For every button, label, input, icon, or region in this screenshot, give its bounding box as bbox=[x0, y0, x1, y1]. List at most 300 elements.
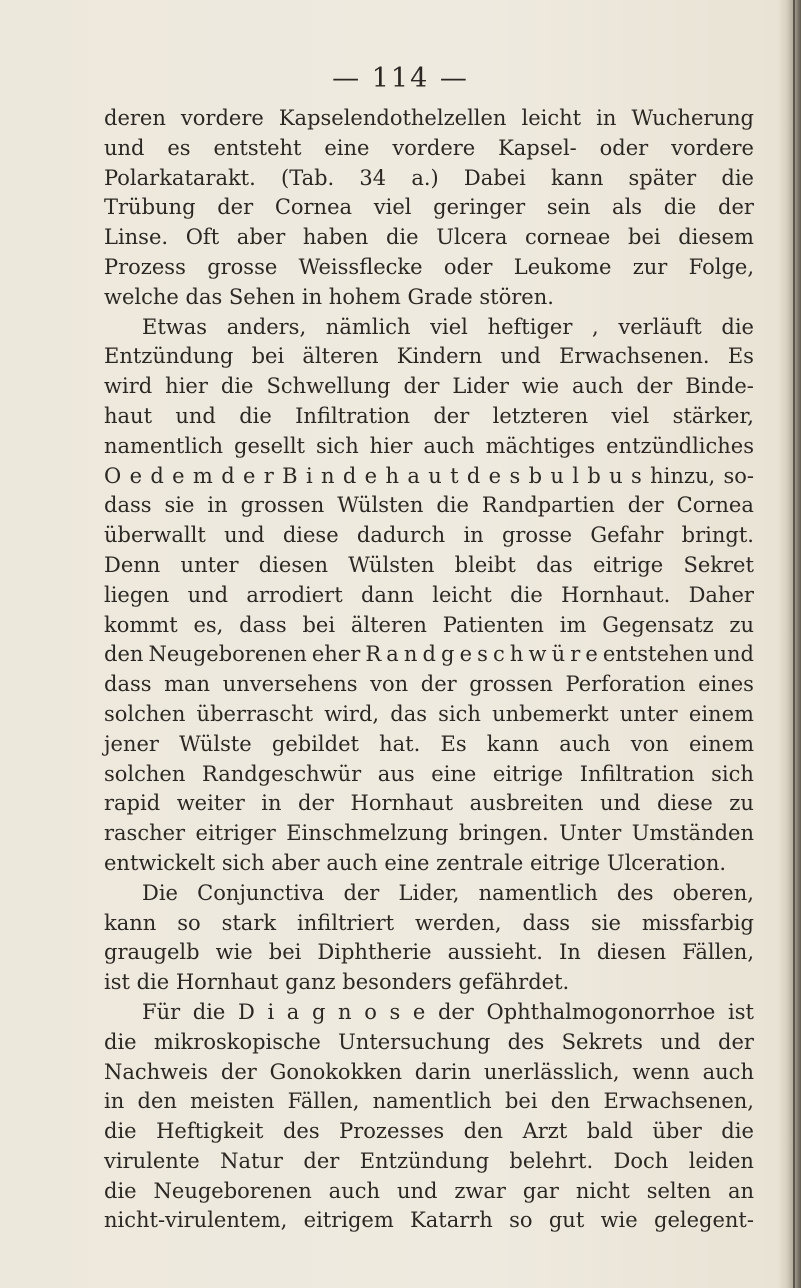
word: Trübung bbox=[104, 195, 196, 220]
word: später bbox=[628, 165, 697, 190]
word: e bbox=[364, 463, 378, 488]
word: virulente bbox=[104, 1148, 200, 1173]
word: Fällen, bbox=[287, 1089, 360, 1114]
word: e bbox=[459, 642, 473, 667]
text-line bbox=[104, 193, 754, 223]
word: Natur bbox=[220, 1148, 283, 1173]
text-line bbox=[104, 1147, 754, 1177]
word: c bbox=[493, 642, 505, 667]
word: e bbox=[172, 463, 185, 488]
word: wenn bbox=[632, 1059, 690, 1084]
word: eitrige bbox=[492, 761, 564, 786]
word: vordere bbox=[671, 135, 754, 160]
word: der bbox=[636, 374, 673, 399]
word: Gefahr bbox=[590, 523, 664, 548]
word: Für bbox=[142, 999, 181, 1024]
word: rapid bbox=[104, 791, 161, 816]
text-line bbox=[104, 402, 754, 432]
word: der bbox=[718, 1029, 754, 1054]
word: R bbox=[365, 642, 382, 667]
word: und bbox=[713, 642, 754, 667]
word: älteren bbox=[350, 612, 427, 637]
word: grossen bbox=[469, 672, 553, 697]
word: ü bbox=[551, 642, 566, 667]
word: Ophthalmogonorrhoe bbox=[486, 999, 716, 1024]
word: die bbox=[104, 1178, 137, 1203]
text-line bbox=[104, 342, 754, 372]
word: oberen, bbox=[672, 880, 754, 905]
word: die bbox=[104, 1029, 137, 1054]
word: anders, bbox=[226, 314, 307, 339]
word: bringen. bbox=[458, 821, 549, 846]
text-line bbox=[104, 700, 754, 730]
text-line bbox=[104, 491, 754, 521]
word: gesellt bbox=[234, 433, 305, 458]
word: des bbox=[282, 1119, 320, 1144]
word: diese bbox=[282, 523, 339, 548]
word: Cornea bbox=[274, 195, 353, 220]
word: Prozesses bbox=[339, 1119, 445, 1144]
word: d bbox=[466, 463, 481, 488]
word: Sekret bbox=[683, 552, 754, 577]
word: auch bbox=[572, 374, 624, 399]
word: entstehen bbox=[602, 642, 709, 667]
word: der bbox=[303, 1148, 340, 1173]
text-line bbox=[104, 551, 754, 581]
word: der bbox=[220, 1059, 257, 1084]
word: der bbox=[343, 880, 380, 905]
word: Leukome bbox=[513, 254, 612, 279]
word: zur bbox=[632, 254, 668, 279]
word: selten bbox=[646, 1178, 712, 1203]
word: auch bbox=[702, 1059, 754, 1084]
word: dadurch bbox=[356, 523, 446, 548]
word: des bbox=[507, 1029, 545, 1054]
word: leicht bbox=[432, 582, 492, 607]
word: kommt bbox=[104, 612, 178, 637]
word: wie bbox=[521, 374, 560, 399]
word: verläuft bbox=[618, 314, 702, 339]
word: viel bbox=[373, 195, 412, 220]
word: darin bbox=[414, 1059, 472, 1084]
word: zu bbox=[729, 612, 754, 637]
text-line bbox=[104, 223, 754, 253]
word: die bbox=[436, 493, 469, 518]
word: stärker, bbox=[672, 403, 754, 428]
word: w bbox=[528, 642, 547, 667]
text-line bbox=[104, 164, 754, 194]
word: sich bbox=[315, 433, 359, 458]
word: der bbox=[420, 672, 457, 697]
word: namentlich bbox=[478, 880, 598, 905]
word: den bbox=[463, 1119, 504, 1144]
word: unversehens bbox=[222, 672, 358, 697]
word: eine bbox=[431, 761, 477, 786]
word: aber bbox=[236, 225, 286, 250]
word: und bbox=[500, 344, 541, 369]
word: Daher bbox=[688, 582, 754, 607]
word: den bbox=[104, 642, 144, 667]
word: Etwas bbox=[142, 314, 208, 339]
word: bei bbox=[628, 225, 661, 250]
word: hat. bbox=[379, 731, 421, 756]
text-line bbox=[104, 581, 754, 611]
word: Einschmelzung bbox=[286, 821, 449, 846]
word: die bbox=[721, 165, 754, 190]
word: Randpartien bbox=[481, 493, 615, 518]
word: entsteht bbox=[213, 135, 302, 160]
word: Untersuchung bbox=[338, 1029, 491, 1054]
word: eines bbox=[698, 672, 754, 697]
word: namentlich bbox=[104, 433, 224, 458]
word: einem bbox=[688, 701, 754, 726]
text-line bbox=[104, 760, 754, 790]
word: e bbox=[412, 999, 426, 1024]
word: Kindern bbox=[396, 344, 483, 369]
word: der bbox=[627, 493, 664, 518]
word: d bbox=[342, 463, 357, 488]
word: Wülsten bbox=[337, 493, 424, 518]
word: e bbox=[585, 642, 598, 667]
word: älteren bbox=[302, 344, 379, 369]
word: des bbox=[616, 880, 654, 905]
word: kann bbox=[486, 731, 540, 756]
word: Diphtherie bbox=[317, 940, 432, 965]
word: überrascht bbox=[196, 701, 314, 726]
word: hinzu, bbox=[650, 463, 716, 488]
word: die bbox=[663, 195, 697, 220]
word: O bbox=[104, 463, 122, 488]
word: mikroskopische bbox=[153, 1029, 321, 1054]
word: bald bbox=[586, 1119, 633, 1144]
word: so bbox=[509, 1208, 533, 1233]
page-edge-shadow bbox=[779, 0, 801, 1288]
word: rascher bbox=[104, 821, 186, 846]
word: der bbox=[437, 999, 474, 1024]
word: Sekrets bbox=[561, 1029, 643, 1054]
text-line bbox=[104, 640, 754, 670]
word: die bbox=[220, 374, 254, 399]
word: Erwachsenen, bbox=[603, 1089, 754, 1114]
word: gar bbox=[522, 1178, 559, 1203]
page-number-header: — 114 — bbox=[332, 63, 469, 94]
word: mächtiges bbox=[485, 433, 596, 458]
word: bringt. bbox=[681, 523, 754, 548]
word: Kapsel- bbox=[498, 135, 577, 160]
word: die bbox=[192, 999, 226, 1024]
page-edge-line bbox=[793, 0, 795, 1288]
word: in bbox=[261, 791, 282, 816]
word: belehrt. bbox=[509, 1148, 594, 1173]
word: auch bbox=[423, 433, 475, 458]
word: graugelb bbox=[104, 940, 200, 965]
word: nicht-virulentem, bbox=[104, 1208, 288, 1233]
text-line bbox=[104, 1058, 754, 1088]
word: entzündliches bbox=[606, 433, 754, 458]
word: dass bbox=[104, 672, 152, 697]
word: a.) bbox=[411, 165, 439, 190]
word: sie bbox=[164, 493, 195, 518]
word: die bbox=[721, 314, 754, 339]
word: b bbox=[528, 463, 543, 488]
word: grossen bbox=[240, 493, 325, 518]
word: das bbox=[390, 701, 427, 726]
word: unter bbox=[180, 552, 239, 577]
word: liegen bbox=[104, 582, 170, 607]
word: und bbox=[599, 791, 641, 816]
word: a bbox=[407, 463, 420, 488]
word: u bbox=[428, 463, 442, 488]
word: sich bbox=[711, 761, 754, 786]
word: Wülste bbox=[179, 731, 252, 756]
word: eher bbox=[311, 642, 361, 667]
word: i bbox=[305, 463, 313, 488]
word: die bbox=[385, 225, 419, 250]
word: Infiltration bbox=[579, 761, 695, 786]
word: wie bbox=[600, 1208, 638, 1233]
text-line bbox=[104, 253, 754, 283]
word: vordere bbox=[180, 106, 264, 130]
word: i bbox=[267, 999, 275, 1024]
word: hier bbox=[165, 374, 208, 399]
text-line bbox=[104, 938, 754, 968]
text-line bbox=[104, 372, 754, 402]
word: heftiger bbox=[487, 314, 573, 339]
word: r bbox=[570, 642, 581, 667]
word: D bbox=[237, 999, 255, 1024]
word: es bbox=[167, 135, 191, 160]
paragraph-last-line: entwickelt sich aber auch eine zentrale eitrige Ulceration. bbox=[104, 850, 727, 875]
word: letzteren bbox=[492, 403, 589, 428]
word: im bbox=[559, 612, 587, 637]
word: von bbox=[370, 672, 409, 697]
word: nicht bbox=[575, 1178, 630, 1203]
word: nämlich bbox=[325, 314, 411, 339]
word: der bbox=[217, 195, 254, 220]
word: e bbox=[129, 463, 142, 488]
word: auch bbox=[328, 1178, 381, 1203]
word: diesem bbox=[678, 225, 754, 250]
word: weiter bbox=[176, 791, 245, 816]
word: , bbox=[592, 314, 599, 339]
word: grosse bbox=[207, 254, 278, 279]
word: und bbox=[660, 1029, 701, 1054]
word: missfarbig bbox=[641, 910, 754, 935]
body-text bbox=[104, 104, 754, 1236]
word: an bbox=[727, 1178, 754, 1203]
word: Oft bbox=[185, 225, 220, 250]
word: den bbox=[550, 1089, 591, 1114]
word: Prozess bbox=[104, 254, 186, 279]
word: Nachweis bbox=[104, 1059, 209, 1084]
word: s bbox=[509, 463, 521, 488]
word: Arzt bbox=[522, 1119, 568, 1144]
word: ausbreiten bbox=[469, 791, 584, 816]
word: in bbox=[463, 523, 484, 548]
word: der bbox=[718, 195, 754, 220]
word: bei bbox=[251, 344, 285, 369]
word: unter bbox=[619, 701, 678, 726]
paragraph-first-line bbox=[104, 879, 754, 909]
word: eitrige bbox=[593, 552, 664, 577]
word: so bbox=[177, 910, 201, 935]
word: haben bbox=[302, 225, 369, 250]
word: t bbox=[450, 463, 459, 488]
word: so- bbox=[723, 463, 754, 488]
word: Linse. bbox=[104, 225, 169, 250]
word: Entzündung bbox=[104, 344, 234, 369]
word: Weissflecke bbox=[298, 254, 423, 279]
text-line bbox=[104, 1206, 754, 1236]
word: Folge, bbox=[688, 254, 754, 279]
word: a bbox=[286, 999, 300, 1024]
word: h bbox=[509, 642, 524, 667]
word: Ulcera bbox=[436, 225, 508, 250]
text-line bbox=[104, 1087, 754, 1117]
word: arrodiert bbox=[246, 582, 343, 607]
word: von bbox=[630, 731, 669, 756]
word: dass bbox=[522, 910, 571, 935]
word: in bbox=[207, 493, 228, 518]
word: ist bbox=[727, 999, 754, 1024]
text-line bbox=[104, 521, 754, 551]
word: 34 bbox=[359, 165, 387, 190]
word: Gonokokken bbox=[269, 1059, 402, 1084]
word: Perforation bbox=[565, 672, 686, 697]
word: g bbox=[441, 642, 455, 667]
word: Neugeborenen bbox=[148, 642, 307, 667]
word: der bbox=[298, 791, 334, 816]
word: Conjunctiva bbox=[197, 880, 325, 905]
text-line bbox=[104, 789, 754, 819]
word: wird bbox=[104, 374, 153, 399]
word: In bbox=[559, 940, 581, 965]
text-line bbox=[104, 462, 754, 492]
word: unbemerkt bbox=[492, 701, 609, 726]
text-line bbox=[104, 432, 754, 462]
word: gut bbox=[548, 1208, 585, 1233]
paragraph-first-line bbox=[104, 313, 754, 343]
word: a bbox=[386, 642, 399, 667]
word: meisten bbox=[190, 1089, 275, 1114]
word: u bbox=[609, 463, 623, 488]
word: jener bbox=[104, 731, 159, 756]
word: stark bbox=[221, 910, 277, 935]
word: Heftigkeit bbox=[156, 1119, 264, 1144]
word: dass bbox=[239, 612, 287, 637]
word: sie bbox=[590, 910, 621, 935]
word: eitriger bbox=[195, 821, 276, 846]
word: Cornea bbox=[676, 493, 754, 518]
word: als bbox=[612, 195, 643, 220]
word: m bbox=[192, 463, 213, 488]
word: infiltriert bbox=[297, 910, 395, 935]
word: namentlich bbox=[372, 1089, 492, 1114]
word: die bbox=[721, 1119, 754, 1144]
word: sich bbox=[438, 701, 481, 726]
word: einem bbox=[688, 731, 754, 756]
text-line bbox=[104, 1028, 754, 1058]
word: n bbox=[403, 642, 418, 667]
word: leiden bbox=[688, 1148, 754, 1173]
word: haut bbox=[104, 403, 153, 428]
word: e bbox=[242, 463, 256, 488]
word: Infiltration bbox=[295, 403, 411, 428]
word: u bbox=[550, 463, 564, 488]
paragraph-first-line bbox=[104, 998, 754, 1028]
word: diesen bbox=[258, 552, 329, 577]
word: Patienten bbox=[442, 612, 544, 637]
word: grosse bbox=[501, 523, 573, 548]
word: sein bbox=[546, 195, 591, 220]
word: bleibt bbox=[454, 552, 516, 577]
text-line bbox=[104, 1117, 754, 1147]
word: b bbox=[587, 463, 601, 488]
word: o bbox=[364, 999, 377, 1024]
word: Gegensatz bbox=[602, 612, 714, 637]
word: Denn bbox=[104, 552, 161, 577]
word: h bbox=[385, 463, 399, 488]
word: in bbox=[596, 106, 617, 130]
word: g bbox=[311, 999, 326, 1024]
word: Wucherung bbox=[631, 106, 754, 130]
word: gelegent- bbox=[654, 1208, 754, 1233]
word: s bbox=[477, 642, 488, 667]
word: Die bbox=[142, 880, 178, 905]
word: eitrigem bbox=[303, 1208, 394, 1233]
word: gebildet bbox=[271, 731, 359, 756]
word: Lider bbox=[452, 374, 509, 399]
word: und bbox=[187, 582, 229, 607]
word: aussieht. bbox=[447, 940, 543, 965]
word: kann bbox=[551, 165, 604, 190]
word: n bbox=[338, 999, 352, 1024]
word: Kapselendothelzellen bbox=[278, 106, 507, 130]
word: kann bbox=[104, 910, 157, 935]
word: Neugeborenen bbox=[153, 1178, 312, 1203]
word: d bbox=[221, 463, 235, 488]
word: Es bbox=[440, 731, 467, 756]
word: Dabei bbox=[463, 165, 526, 190]
word: es, bbox=[193, 612, 224, 637]
word: r bbox=[263, 463, 274, 488]
word: den bbox=[137, 1089, 177, 1114]
word: e bbox=[488, 463, 502, 488]
word: das bbox=[536, 552, 573, 577]
word: diesen bbox=[596, 940, 667, 965]
text-line bbox=[104, 730, 754, 760]
word: Es bbox=[727, 344, 754, 369]
word: Lider, bbox=[398, 880, 460, 905]
word: wird, bbox=[324, 701, 380, 726]
text-line bbox=[104, 819, 754, 849]
word: unerlässlich, bbox=[483, 1059, 620, 1084]
word: über bbox=[652, 1119, 702, 1144]
word: Erwachsenen. bbox=[559, 344, 710, 369]
word: werden, bbox=[415, 910, 502, 935]
word: und bbox=[396, 1178, 438, 1203]
word: solchen bbox=[104, 761, 186, 786]
word: Randgeschwür bbox=[201, 761, 362, 786]
word: Hornhaut. bbox=[561, 582, 671, 607]
word: s bbox=[389, 999, 401, 1024]
word: dann bbox=[360, 582, 414, 607]
word: zu bbox=[729, 791, 754, 816]
word: Schwellung bbox=[266, 374, 391, 399]
word: der bbox=[433, 403, 470, 428]
text-line bbox=[104, 670, 754, 700]
word: vordere bbox=[392, 135, 476, 160]
